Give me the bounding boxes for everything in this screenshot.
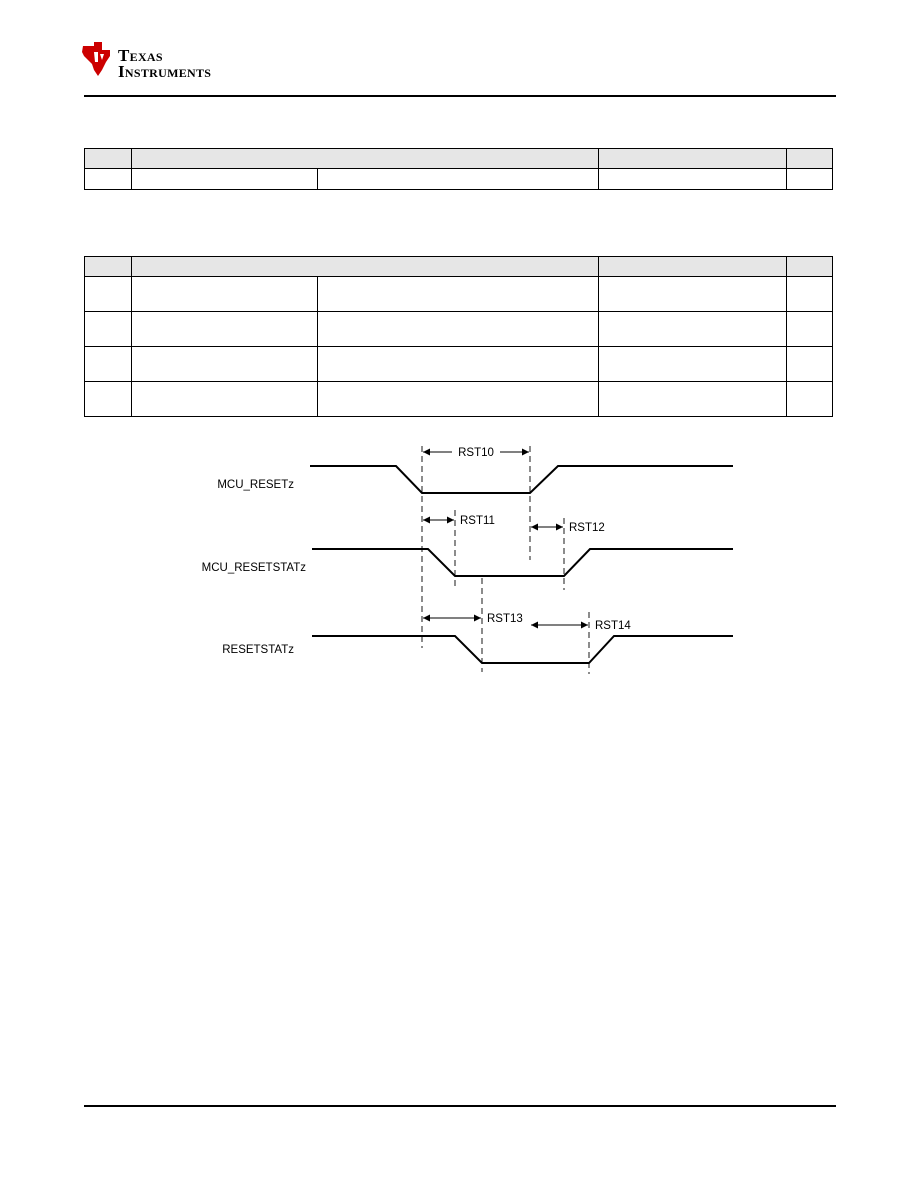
measurement-label-rst13: RST13 [487,613,523,625]
waveform-resetstatz [312,636,733,663]
footer-rule [84,1105,836,1107]
measurement-arrows [423,452,588,625]
dashed-reference-lines [422,446,589,674]
signal-label-mcu-resetz: MCU_RESETz [217,479,294,491]
signal-label-resetstatz: RESETSTATz [222,644,294,656]
waveform-mcu-resetstatz [312,549,733,576]
logo-text-line2: Instruments [118,62,212,81]
measurement-label-rst14: RST14 [595,620,631,632]
measurement-label-rst10: RST10 [458,447,494,459]
signal-label-mcu-resetstatz: MCU_RESETSTATz [201,562,306,574]
measurement-label-rst11: RST11 [460,515,495,527]
waveform-mcu-resetz [310,466,733,493]
logo-text-line1: Texas [118,46,163,65]
measurement-label-rst12: RST12 [569,522,605,534]
